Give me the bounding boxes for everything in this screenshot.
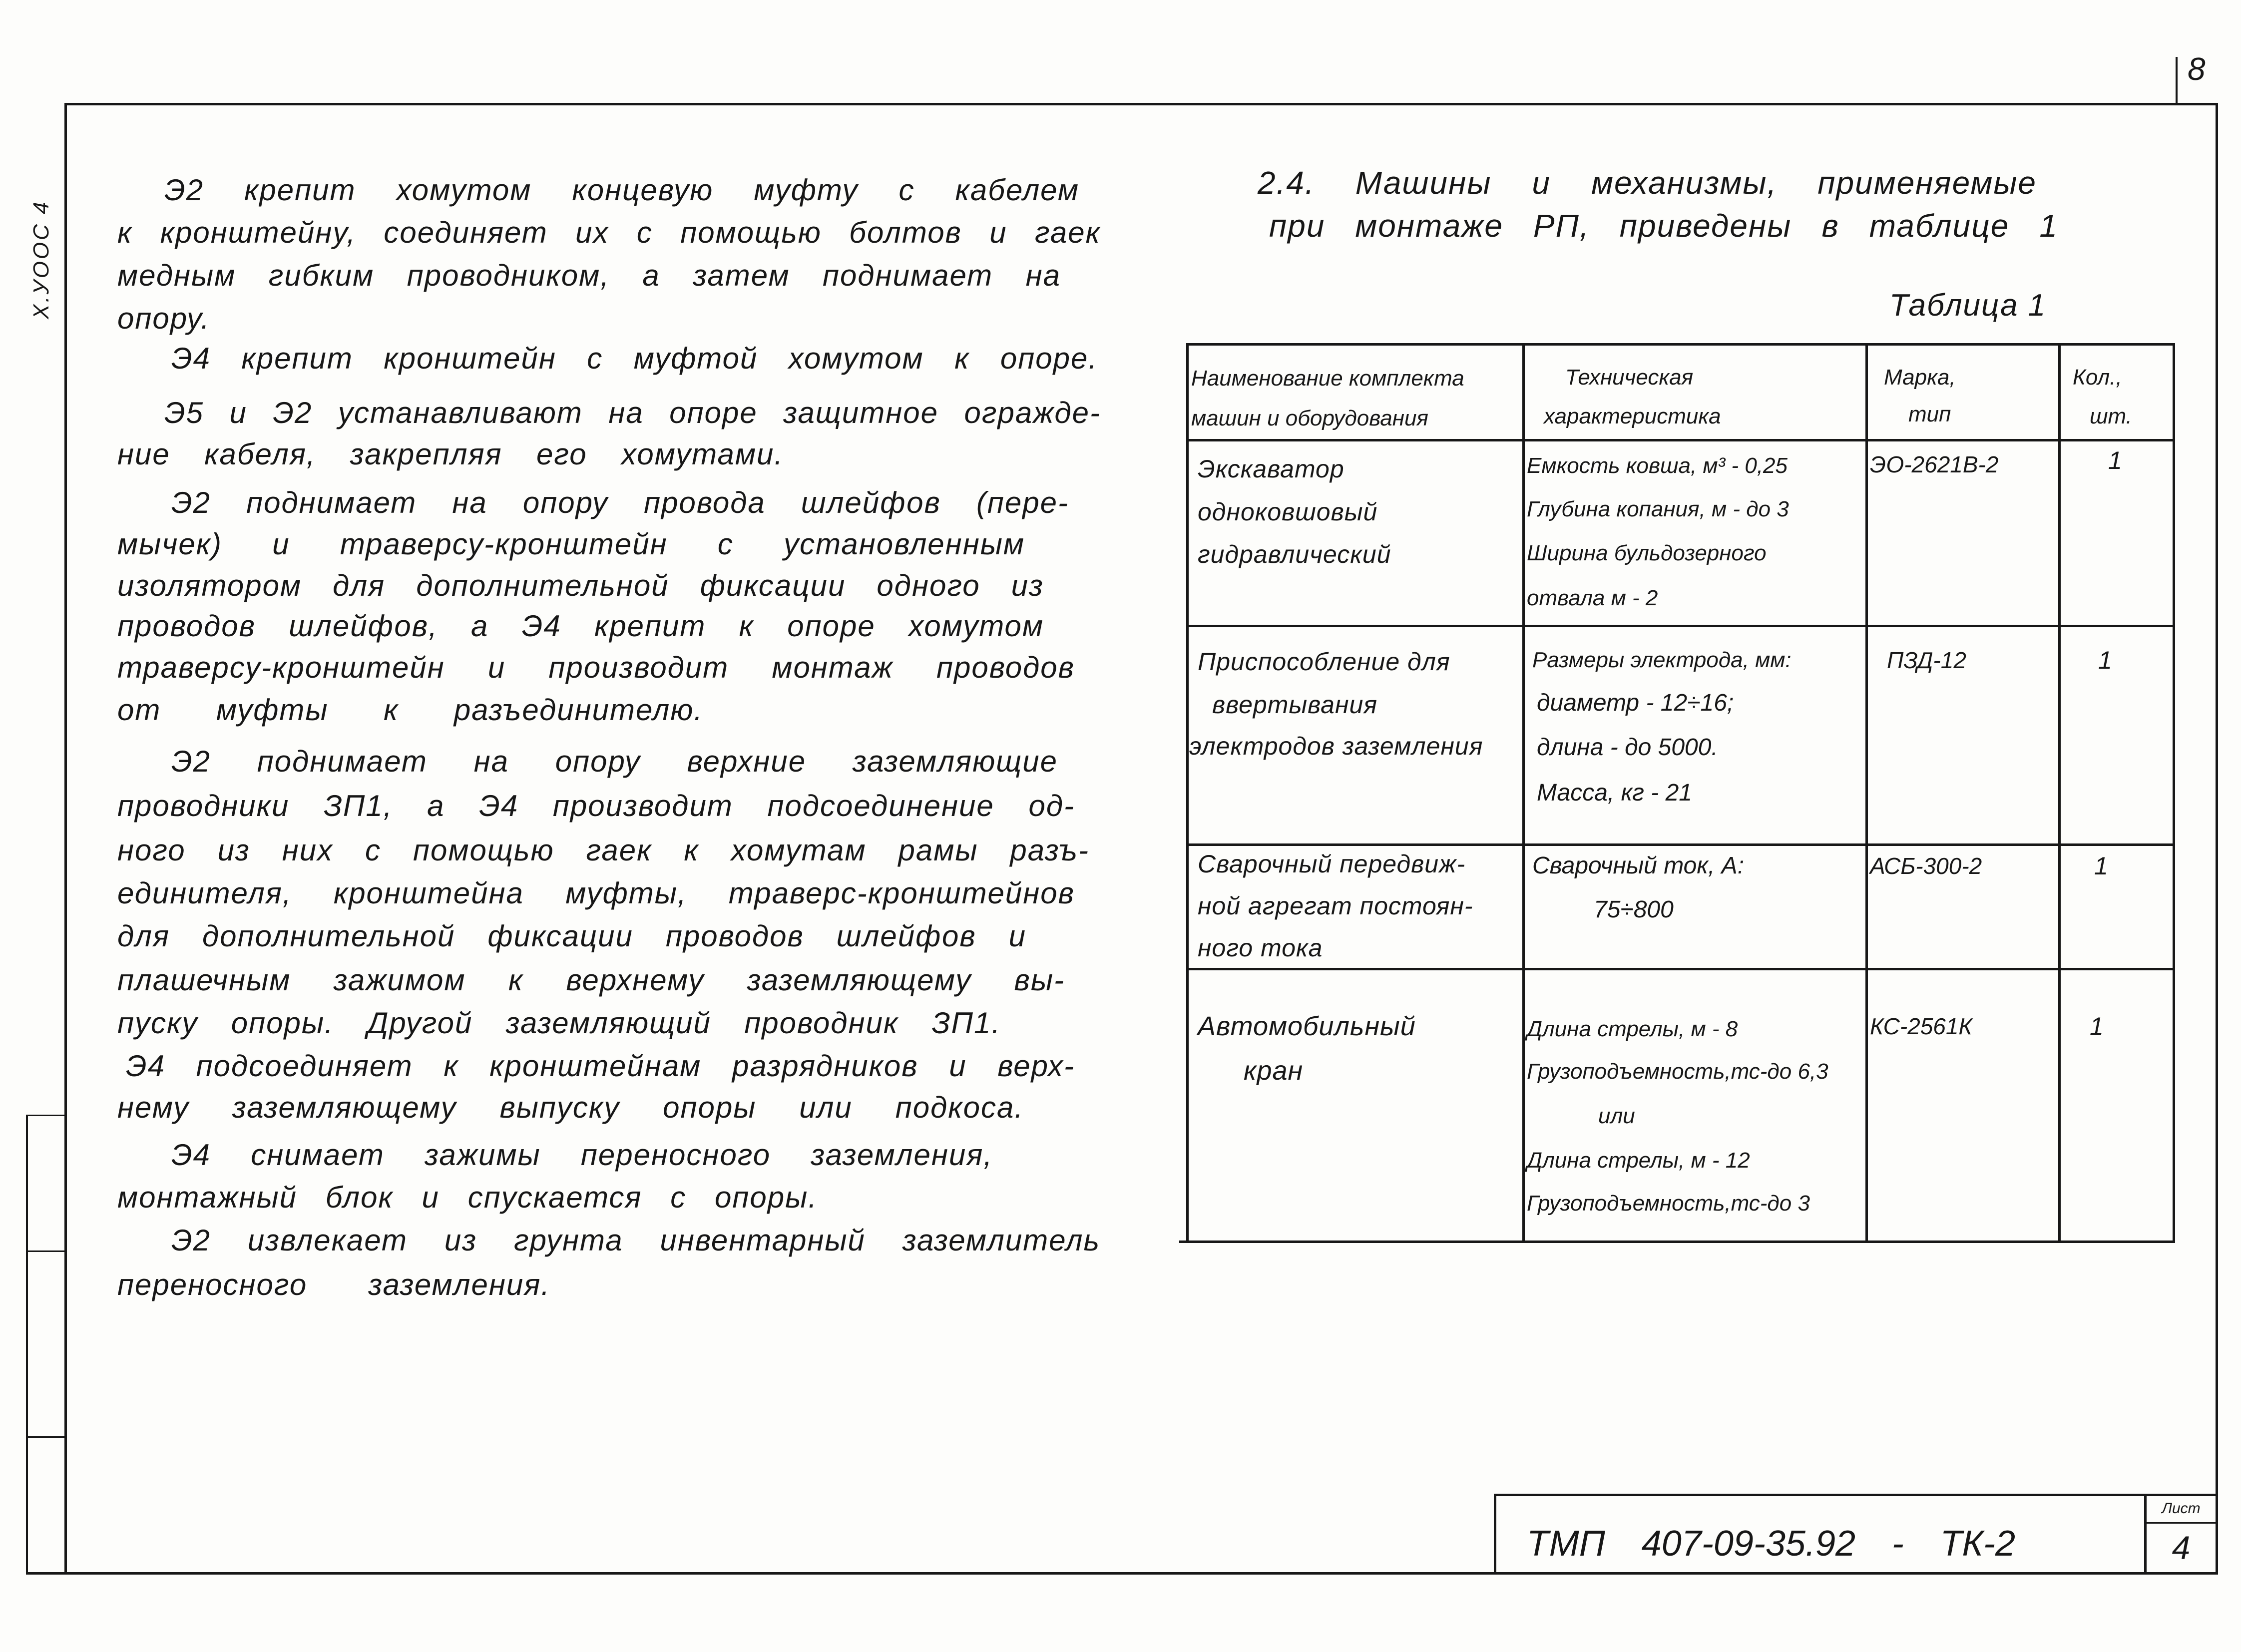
table-cell-spec: отвала м - 2 — [1527, 586, 1658, 610]
table-cell-spec: длина - до 5000. — [1537, 734, 1718, 761]
body-text-line: ного из них с помощью гаек к хомутам рамы разъ- — [117, 833, 1089, 867]
body-text-line: монтажный блок и спускается с опоры. — [117, 1181, 818, 1214]
body-text-line: пуску опоры. Другой заземляющий проводник ЗП1. — [117, 1006, 1001, 1040]
table-cell-name: гидравлический — [1198, 540, 1391, 568]
table-header-cell: Техническая — [1565, 365, 1694, 390]
document-designation: ТМП 407-09-35.92 - ТК-2 — [1527, 1524, 2015, 1564]
frame-top-line — [64, 103, 2218, 105]
table-cell-name: кран — [1244, 1056, 1304, 1086]
table-cell-spec: Ширина бульдозерного — [1527, 541, 1767, 565]
section-heading-line: 2.4. Машины и механизмы, применяемые — [1258, 165, 2037, 201]
table-cell-name: Экскаватор — [1198, 455, 1345, 483]
sheet-number: 4 — [2172, 1529, 2191, 1566]
body-text-line: Э2 извлекает из грунта инвентарный заземлитель — [171, 1224, 1100, 1257]
table-cell-spec: Масса, кг - 21 — [1537, 780, 1692, 806]
table-cell-model: ПЗД-12 — [1887, 647, 1966, 673]
body-text-line: траверсу-кронштейн и производит монтаж проводов — [117, 651, 1075, 684]
body-text-line: медным гибким проводником, а затем поднимает на — [117, 259, 1061, 292]
table-header-cell: Кол., — [2073, 365, 2122, 390]
frame-right-line — [2216, 103, 2218, 1575]
table-cell-name: ввертывания — [1212, 691, 1377, 719]
table-grid-line — [1179, 1240, 2175, 1243]
body-text-line: плашечным зажимом к верхнему заземляющему вы- — [117, 963, 1065, 997]
table-cell-spec: Длина стрелы, м - 8 — [1527, 1017, 1738, 1041]
table-grid-line — [2173, 343, 2175, 1243]
table-grid-line — [1186, 343, 2175, 346]
table-grid-line — [1186, 843, 2175, 846]
table-grid-line — [1186, 625, 2175, 627]
title-block-top-line — [1494, 1494, 2218, 1496]
body-text-line: Э4 подсоединяет к кронштейнам разрядников и верх- — [126, 1049, 1075, 1083]
body-text-line: от муфты к разъединителю. — [117, 693, 703, 727]
table-header-cell: Наименование комплекта — [1191, 366, 1464, 391]
table-cell-model: КС-2561К — [1870, 1013, 1972, 1039]
body-text-line: Э5 и Э2 устанавливают на опоре защитное огражде- — [164, 396, 1101, 429]
table-cell-spec: Емкость ковша, м³ - 0,25 — [1527, 453, 1788, 478]
stamp-divider — [26, 1250, 66, 1252]
body-text-line: Э2 поднимает на опору провода шлейфов (пере- — [171, 486, 1069, 519]
table-cell-spec: 75÷800 — [1594, 896, 1674, 923]
table-cell-qty: 1 — [2108, 446, 2122, 474]
table-cell-name: ной агрегат постоян- — [1198, 892, 1473, 920]
table-cell-spec: диаметр - 12÷16; — [1537, 690, 1734, 716]
stamp-outer-line — [26, 1115, 28, 1575]
table-cell-name: ного тока — [1198, 934, 1323, 962]
table-cell-name: одноковшовый — [1198, 498, 1378, 526]
table-header-cell: тип — [1908, 402, 1951, 426]
table-grid-line — [1186, 439, 2175, 441]
body-text-line: мычек) и траверсу-кронштейн с установленным — [117, 527, 1025, 561]
table-header-cell: характеристика — [1544, 404, 1721, 428]
table-grid-line — [1865, 343, 1868, 1243]
table-header-cell: Марка, — [1884, 365, 1956, 390]
stamp-divider — [26, 1436, 66, 1438]
table-header-cell: шт. — [2090, 404, 2132, 428]
body-text-line: переносного заземления. — [117, 1268, 550, 1301]
sheet-label: Лист — [2162, 1500, 2201, 1517]
body-text-line: Э4 крепит кронштейн с муфтой хомутом к опоре. — [171, 342, 1098, 375]
table-cell-name: электродов заземления — [1189, 732, 1483, 760]
table-cell-name: Автомобильный — [1198, 1011, 1416, 1041]
frame-bottom-line — [26, 1572, 2218, 1575]
table-cell-spec: Сварочный ток, А: — [1532, 852, 1745, 879]
table-cell-spec: Грузоподъемность,тс-до 6,3 — [1527, 1059, 1828, 1084]
table-header-cell: машин и оборудования — [1191, 406, 1428, 430]
table-cell-qty: 1 — [2090, 1012, 2104, 1040]
table-cell-spec: Грузоподъемность,тс-до 3 — [1527, 1191, 1810, 1216]
table-cell-qty: 1 — [2094, 852, 2108, 880]
table-cell-qty: 1 — [2098, 646, 2112, 674]
body-text-line: Э4 снимает зажимы переносного заземления, — [171, 1138, 993, 1172]
table-cell-model: АСБ-300-2 — [1870, 853, 1982, 879]
page-corner-number: 8 — [2188, 51, 2206, 87]
table-cell-name: Сварочный передвиж- — [1198, 850, 1466, 878]
body-text-line: ние кабеля, закрепляя его хомутами. — [117, 437, 784, 471]
table-cell-spec: или — [1598, 1104, 1635, 1128]
table-grid-line — [2058, 343, 2061, 1243]
table-grid-line — [1186, 343, 1189, 1243]
body-text-line: единителя, кронштейна муфты, траверс-кронштейнов — [117, 876, 1075, 910]
table-cell-model: ЭО-2621В-2 — [1870, 451, 1999, 477]
body-text-line: проводов шлейфов, а Э4 крепит к опоре хомутом — [117, 609, 1044, 643]
table-cell-spec: Длина стрелы, м - 12 — [1527, 1148, 1750, 1173]
body-text-line: к кронштейну, соединяет их с помощью болтов и гаек — [117, 216, 1101, 249]
table-grid-line — [1522, 343, 1525, 1243]
body-text-line: нему заземляющему выпуску опоры или подкоса. — [117, 1091, 1024, 1124]
stamp-divider — [26, 1115, 66, 1116]
body-text-line: проводники ЗП1, а Э4 производит подсоединение од- — [117, 789, 1075, 823]
body-text-line: Э2 крепит хомутом концевую муфту с кабелем — [164, 173, 1079, 207]
sheet-box-divider — [2144, 1522, 2218, 1524]
table-caption: Таблица 1 — [1889, 288, 2047, 323]
body-text-line: для дополнительной фиксации проводов шлейфов и — [117, 919, 1026, 953]
body-text-line: изолятором для дополнительной фиксации одного из — [117, 569, 1044, 602]
table-cell-name: Приспособление для — [1198, 648, 1450, 676]
table-grid-line — [1186, 968, 2175, 970]
frame-left-line — [64, 103, 67, 1575]
title-block-left-line — [1494, 1494, 1496, 1575]
section-heading-line: при монтаже РП, приведены в таблице 1 — [1269, 208, 2058, 244]
body-text-line: опору. — [117, 302, 210, 335]
table-cell-spec: Глубина копания, м - до 3 — [1527, 497, 1789, 521]
margin-stamp-text: Х.УООС 4 — [29, 200, 53, 320]
corner-divider-line — [2176, 57, 2178, 103]
body-text-line: Э2 поднимает на опору верхние заземляющие — [171, 745, 1058, 778]
table-cell-spec: Размеры электрода, мм: — [1532, 648, 1792, 672]
